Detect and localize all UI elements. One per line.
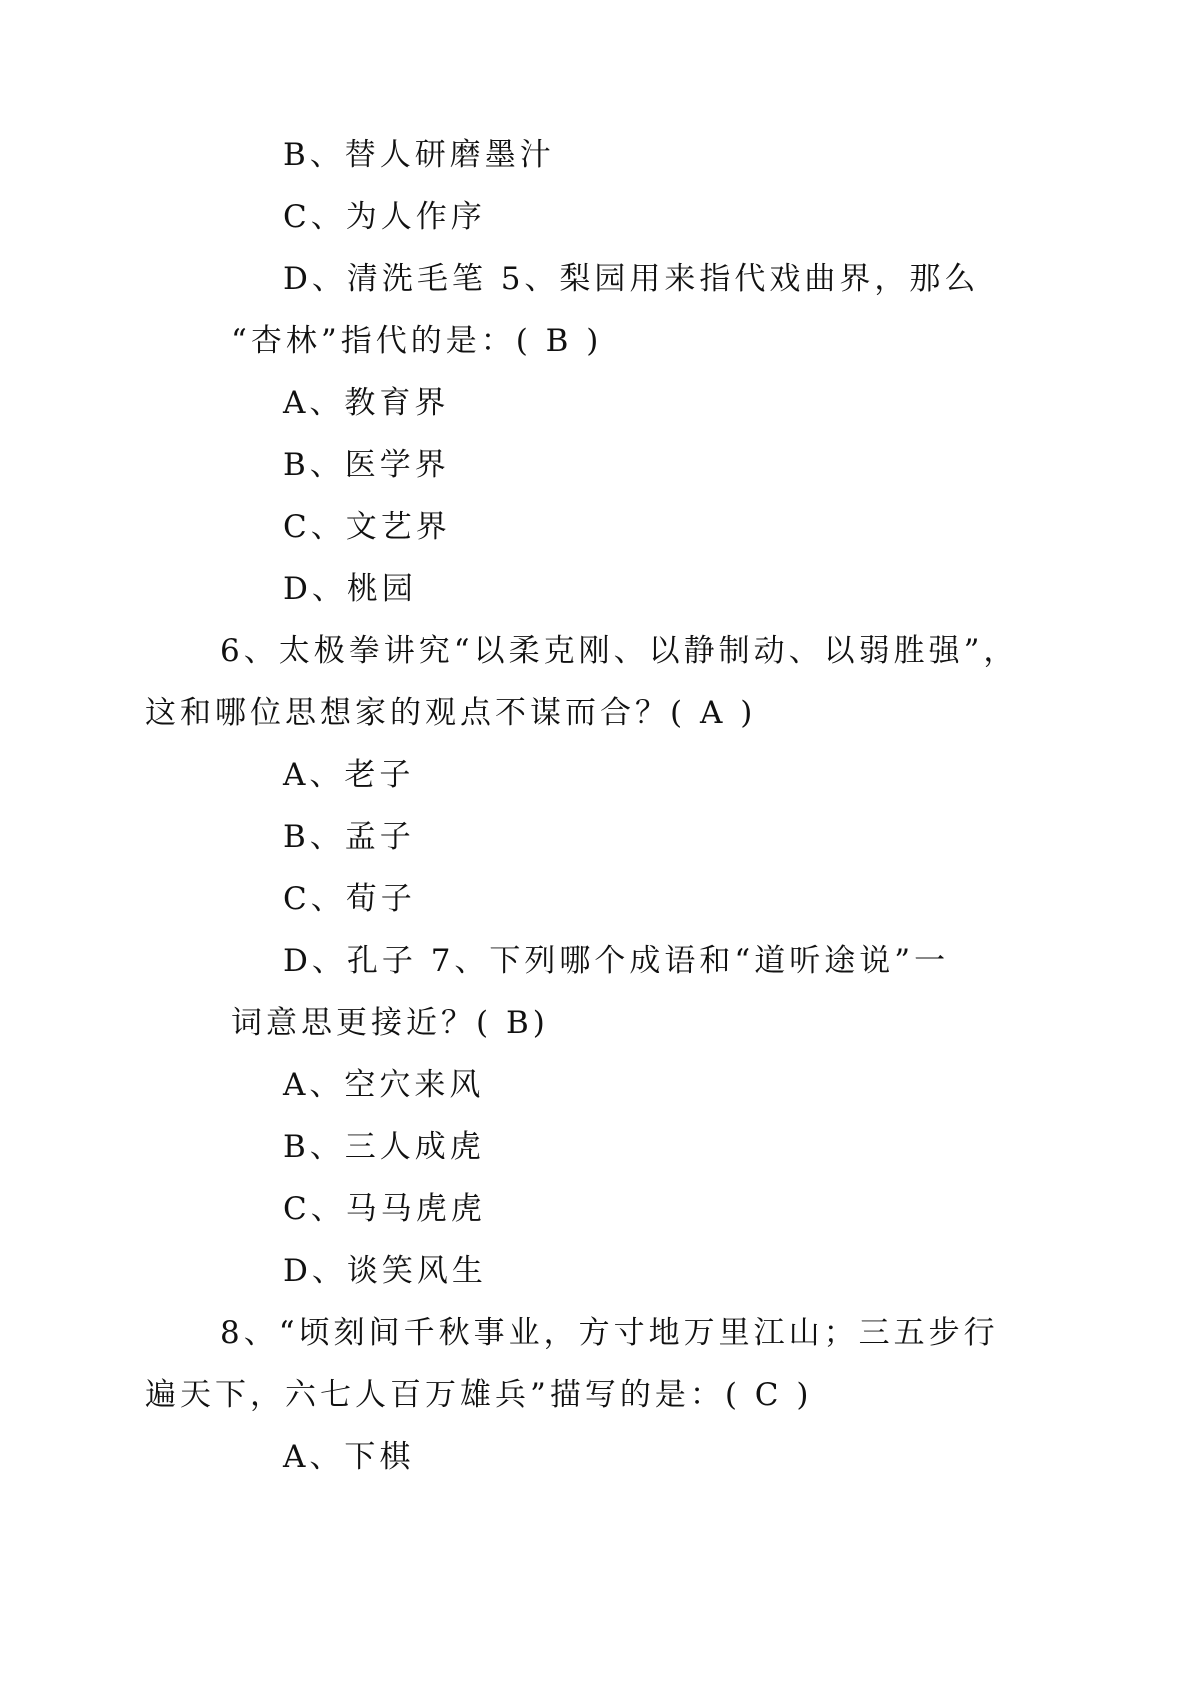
option-c-q4: C、为人作序	[283, 199, 486, 235]
option-c-q5: C、文艺界	[283, 509, 451, 545]
question-7-continuation: 词意思更接近？( B)	[231, 1005, 549, 1041]
option-d-q4-and-question-5: D、清洗毛笔 5、梨园用来指代戏曲界，那么	[283, 261, 980, 297]
option-c-q6: C、荀子	[283, 881, 416, 917]
question-5-continuation: “杏林”指代的是：( B )	[231, 323, 603, 359]
option-a-q5: A、教育界	[283, 385, 450, 421]
question-8-continuation: 遍天下，六七人百万雄兵”描写的是：( C )	[145, 1377, 813, 1413]
option-b-q7: B、三人成虎	[283, 1129, 485, 1165]
option-b-q5: B、医学界	[283, 447, 450, 483]
option-a-q8: A、下棋	[283, 1439, 415, 1475]
question-6-continuation: 这和哪位思想家的观点不谋而合？( A )	[145, 695, 757, 731]
option-b-q4: B、替人研磨墨汁	[283, 137, 555, 173]
question-6: 6、太极拳讲究“以柔克刚、以静制动、以弱胜强”，	[220, 633, 1019, 669]
option-d-q5: D、桃园	[283, 571, 417, 607]
option-a-q6: A、老子	[283, 757, 415, 793]
question-8: 8、“顷刻间千秋事业，方寸地万里江山；三五步行	[220, 1315, 999, 1351]
option-d-q7: D、谈笑风生	[283, 1253, 487, 1289]
option-b-q6: B、孟子	[283, 819, 415, 855]
option-d-q6-and-question-7: D、孔子 7、下列哪个成语和“道听途说”一	[283, 943, 950, 979]
option-c-q7: C、马马虎虎	[283, 1191, 486, 1227]
option-a-q7: A、空穴来风	[283, 1067, 485, 1103]
